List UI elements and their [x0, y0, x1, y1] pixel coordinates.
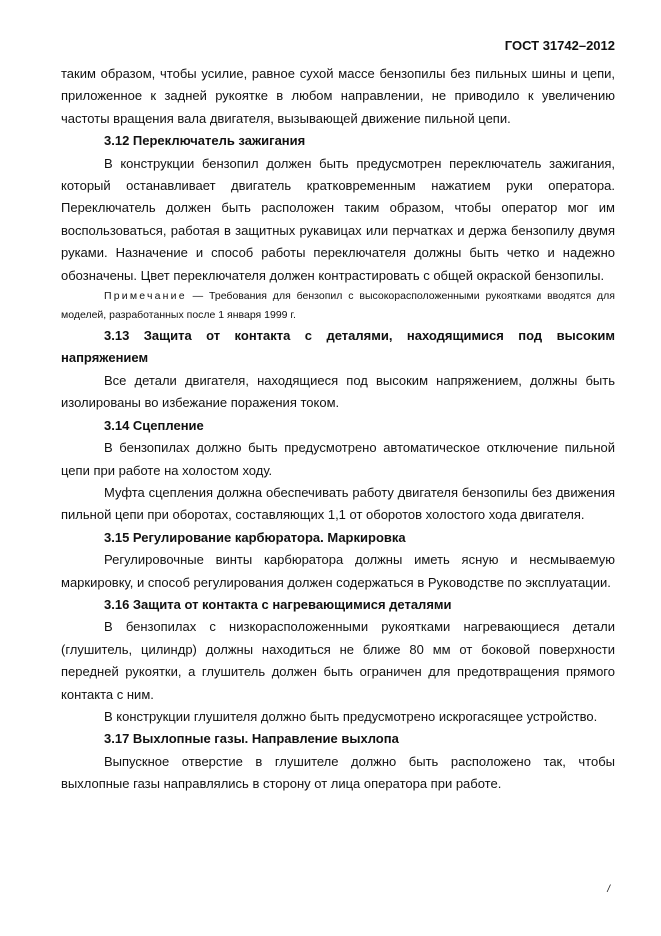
section-3-13-title: 3.13 Защита от контакта с деталями, находящимися под высоким напряжением — [61, 328, 615, 366]
section-3-12-note — [61, 287, 615, 325]
section-3-12-paragraph: В конструкции бензопил должен быть предусмотрен переключатель зажигания, который останавливает двигатель кратковременным нажатием руки оператора. Переключатель должен быть расположен таким образом, чтобы оператор мог им воспользоваться, работая в защитных рукавицах или перчатках и держа бензопилу двумя руками. Назначение и способ работы переключателя должны быть четко и надежно обозначены. Цвет переключателя должен контрастировать с общей окраской бензопилы. — [61, 155, 615, 283]
section-3-16-paragraph-1: В бензопилах с низкорасположенными рукоятками нагревающиеся детали (глушитель, цилиндр) должны находиться не ближе 80 мм от боковой поверхности передней рукоятки, а глушитель должен быть ограничен для предотвращения прямого контакта с ним. — [61, 619, 615, 702]
note-label: Примечание — [104, 290, 187, 303]
intro-paragraph: таким образом, чтобы усилие, равное сухой массе бензопилы без пильных шины и цепи, приложенное к задней рукоятке в любом направлении, не приводило к увеличению частоты вращения вала двигателя, вызывающей движение пильной цепи. — [61, 66, 615, 126]
section-3-16-title: 3.16 Защита от контакта с нагревающимися деталями — [104, 596, 452, 612]
section-3-13-paragraph: Все детали двигателя, находящиеся под высоким напряжением, должны быть изолированы во избежание поражения током. — [61, 372, 615, 411]
section-3-15-paragraph: Регулировочные винты карбюратора должны иметь ясную и несмываемую маркировку, и способ регулирования должен содержаться в Руководстве по эксплуатации. — [61, 552, 615, 590]
document-body — [61, 63, 615, 796]
section-3-16-paragraph-2: В конструкции глушителя должно быть предусмотрено искрогасящее устройство. — [104, 708, 598, 724]
section-3-15-title: 3.15 Регулирование карбюратора. Маркировка — [104, 529, 406, 545]
section-3-17-paragraph: Выпускное отверстие в глушителе должно быть расположено так, чтобы выхлопные газы направлялись в сторону от лица оператора при работе. — [61, 753, 615, 792]
note-text: — Требования для бензопил с высокорасположенными рукоятками вводятся для моделей, разработанных после 1 января 1999 г. — [61, 290, 615, 322]
page-number: / — [607, 884, 610, 895]
document-id-header: ГОСТ 31742–2012 — [504, 38, 615, 53]
section-3-17-title: 3.17 Выхлопные газы. Направление выхлопа — [104, 731, 399, 747]
section-3-14-paragraph-1: В бензопилах должно быть предусмотрено автоматическое отключение пильной цепи при работе на холостом ходу. — [61, 440, 615, 478]
section-3-14-paragraph-2: Муфта сцепления должна обеспечивать работу двигателя бензопилы без движения пильной цепи при оборотах, составляющих 1,1 от оборотов холостого хода двигателя. — [61, 484, 615, 523]
section-3-12-title: 3.12 Переключатель зажигания — [104, 133, 306, 149]
section-3-14-title: 3.14 Сцепление — [104, 417, 204, 433]
